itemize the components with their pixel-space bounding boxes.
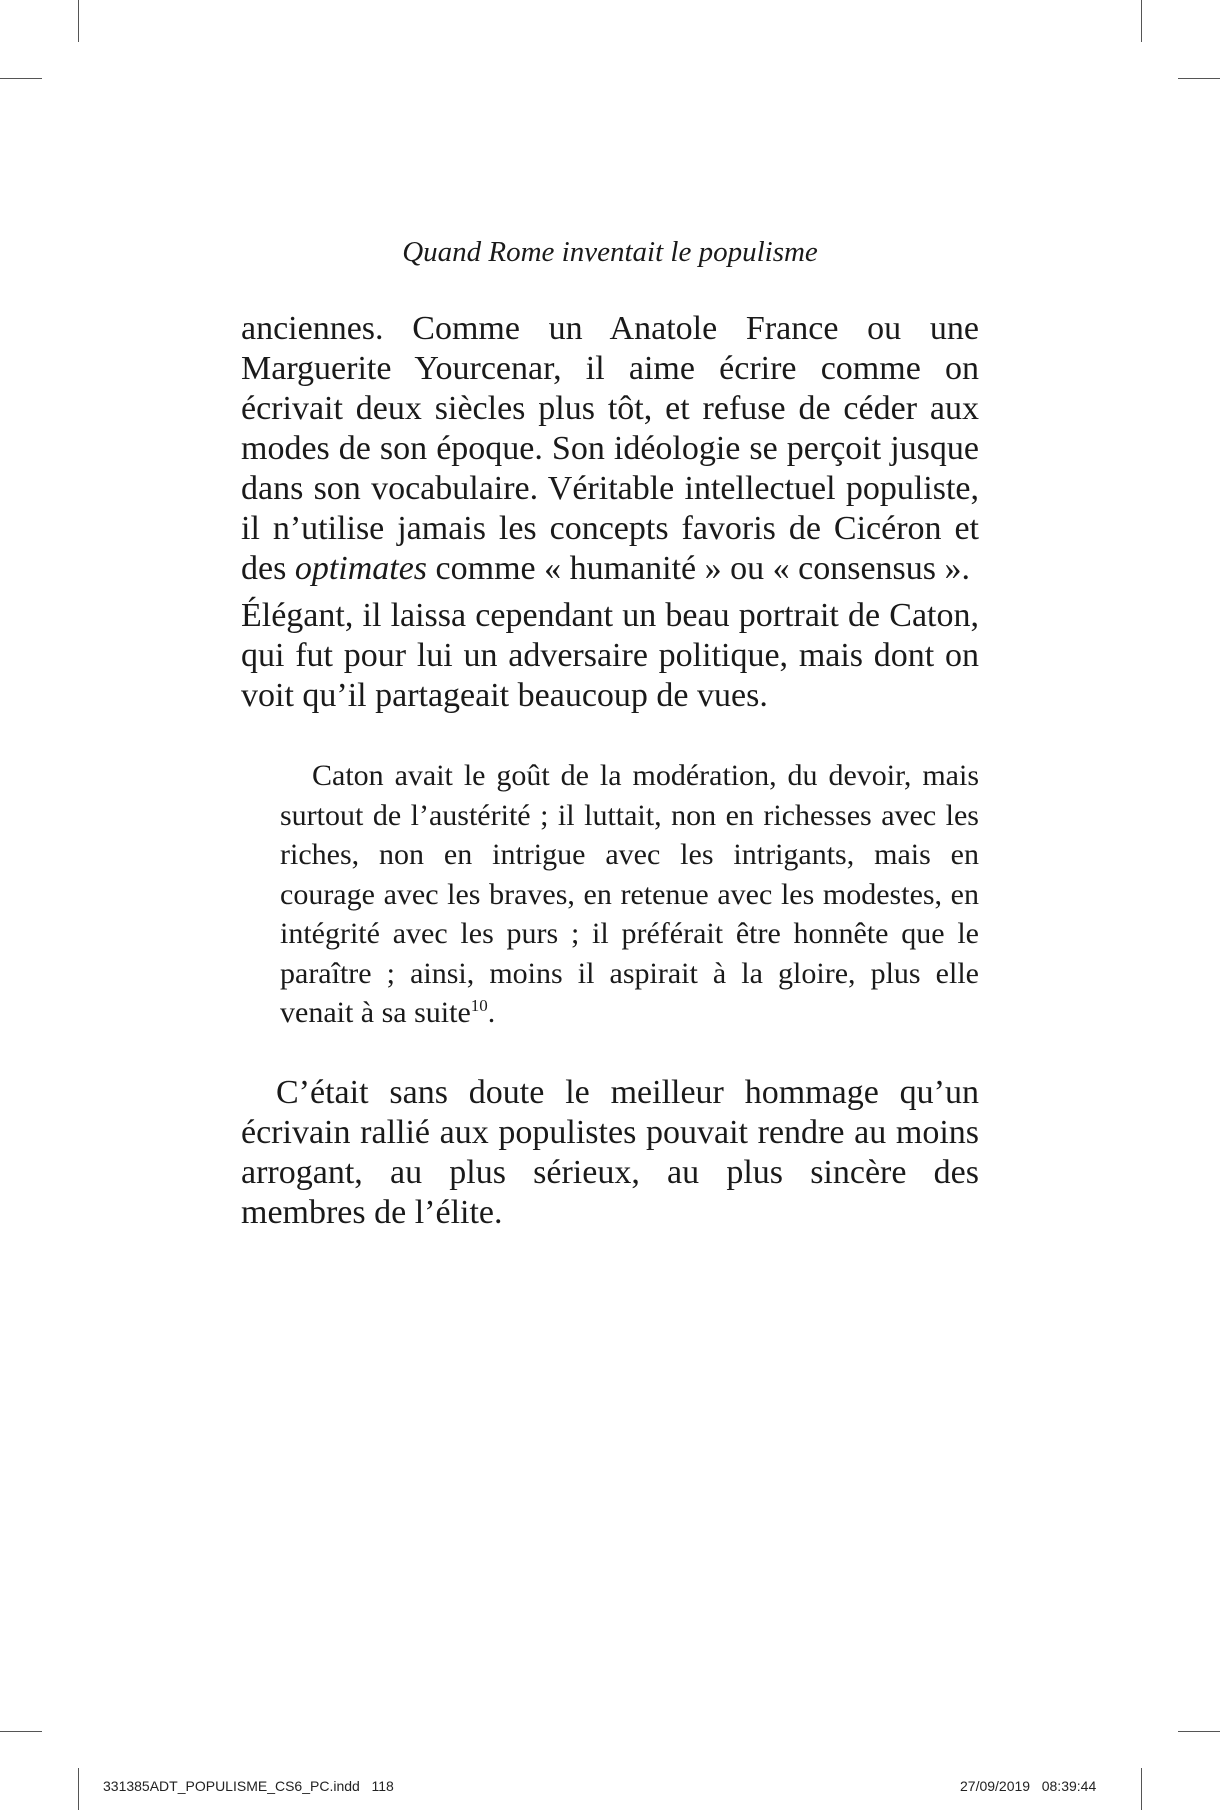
paragraph-2-text: Élégant, il laissa cependant un beau portrait de Caton, qui fut pour lui un adversaire politique, mais dont on voit qu’il partageait beaucoup de vues. <box>241 597 979 714</box>
paragraph-1-text: anciennes. Comme un Anatole France ou une Marguerite Yourcenar, il aime écrire comme on écrivait deux siècles plus tôt, et refuse de céder aux modes de son époque. Son idéologie se perçoit jusque dans son vocabulaire. Véritable intellectuel populiste, il n’utilise jamais les concepts favoris de Cicéron et des <box>241 310 979 587</box>
crop-mark-top-right <box>1141 0 1142 42</box>
footer-timestamp <box>960 1778 1096 1794</box>
paragraph-3 <box>241 1073 979 1233</box>
footnote-reference[interactable]: 10 <box>470 996 488 1015</box>
crop-mark-top-left <box>78 0 79 42</box>
quote-text: Caton avait le goût de la modération, du devoir, mais surtout de l’austérité ; il luttait, non en richesses avec les riches, non en intrigue avec les intrigants, mais en courage avec les braves, en retenue avec les modestes, en intégrité avec les purs ; il préférait être honnête que le paraître ; ainsi, moins il aspirait à la gloire, plus elle venait à sa suite <box>280 759 979 1029</box>
running-head: Quand Rome inventait le populisme <box>402 236 818 268</box>
paragraph-1 <box>241 309 979 589</box>
crop-mark-top-right-h <box>1178 78 1220 79</box>
paragraph-2 <box>241 596 979 716</box>
crop-mark-bottom-right-h <box>1178 1731 1220 1732</box>
paragraph-3-text: C’était sans doute le meilleur hommage qu’un écrivain rallié aux populistes pouvait rendre au moins arrogant, au plus sérieux, au plus sincère des membres de l’élite. <box>241 1074 979 1231</box>
block-quote <box>280 756 979 1033</box>
quote-end: . <box>487 996 496 1029</box>
footer-file-info <box>103 1778 394 1794</box>
footer-file: 331385ADT_POPULISME_CS6_PC.indd 118 <box>103 1778 394 1794</box>
crop-mark-bottom-left-h <box>0 1731 42 1732</box>
paragraph-1-italic: optimates <box>294 550 428 587</box>
paragraph-1-end: comme « humanité » ou « consensus ». <box>427 550 971 587</box>
crop-mark-bottom-right <box>1141 1768 1142 1810</box>
crop-mark-top-left-h <box>0 78 42 79</box>
crop-mark-bottom-left <box>78 1768 79 1810</box>
footer-time: 27/09/2019 08:39:44 <box>960 1778 1097 1794</box>
